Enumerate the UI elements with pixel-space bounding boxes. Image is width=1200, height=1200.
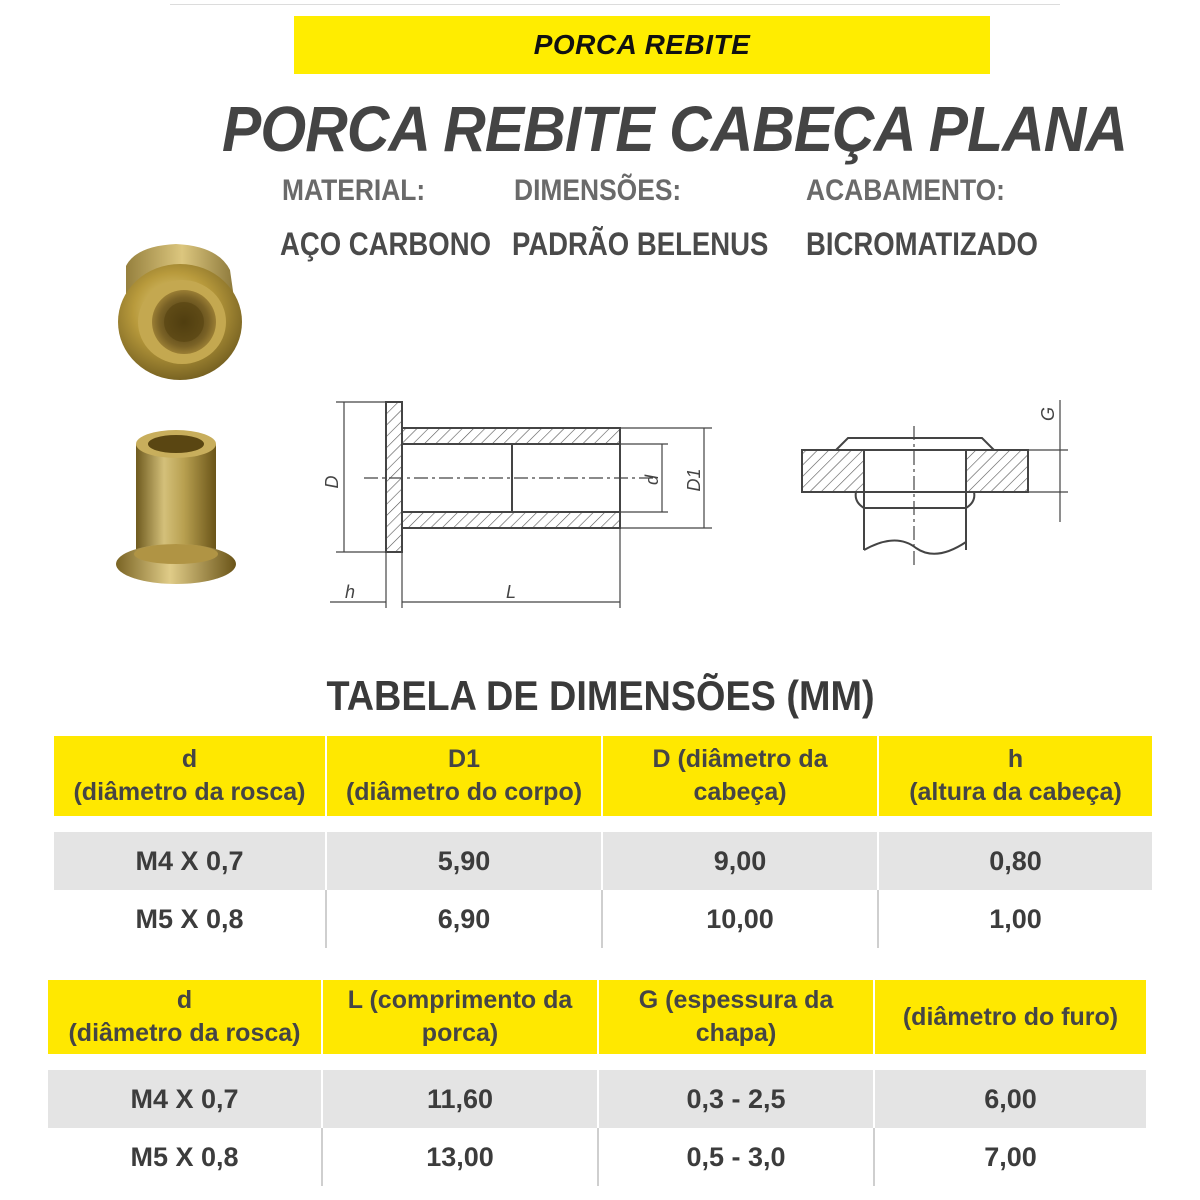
category-banner: [294, 16, 990, 74]
table1-header-body-diameter: D1 (diâmetro do corpo): [326, 736, 602, 816]
table2-header-row: [48, 980, 1146, 1054]
cross-section-drawing: [316, 382, 726, 618]
spec-material-value: AÇO CARBONO: [280, 226, 491, 262]
table-cell: 5,90: [326, 832, 602, 890]
table-cell: 6,00: [874, 1070, 1146, 1128]
table-row: [54, 890, 1152, 948]
rivet-nut-top-photo: [96, 236, 256, 386]
table1-header-thread: d (diâmetro da rosca): [54, 736, 326, 816]
table-row: [48, 1128, 1146, 1186]
table-cell: 7,00: [874, 1128, 1146, 1186]
spec-finish-value: BICROMATIZADO: [806, 226, 1038, 262]
table-cell: 6,90: [326, 890, 602, 948]
table2-header-length: L (comprimento da porca): [322, 980, 598, 1054]
table-cell: 10,00: [602, 890, 878, 948]
table-cell: 11,60: [322, 1070, 598, 1128]
top-divider: [170, 4, 1060, 5]
table-cell: 1,00: [878, 890, 1152, 948]
table2-header-hole-diameter: (diâmetro do furo): [874, 980, 1146, 1054]
table-cell: 9,00: [602, 832, 878, 890]
table-cell: 0,3 - 2,5: [598, 1070, 874, 1128]
table-cell: 13,00: [322, 1128, 598, 1186]
table-cell: M4 X 0,7: [48, 1070, 322, 1128]
installed-view-drawing: [796, 392, 1086, 572]
label-G: G: [1038, 406, 1058, 422]
table-row: [48, 1070, 1146, 1128]
banner-label: PORCA REBITE: [533, 29, 751, 60]
spec-material-label: MATERIAL:: [282, 174, 426, 207]
table-cell: 0,5 - 3,0: [598, 1128, 874, 1186]
table1-header-row: [54, 736, 1152, 816]
dimensions-table-1: [54, 736, 1152, 948]
product-title: PORCA REBITE CABEÇA PLANA: [222, 93, 1127, 165]
label-D1: D1: [684, 468, 704, 492]
label-D: D: [322, 475, 342, 489]
label-L: L: [505, 582, 517, 602]
table-cell: M4 X 0,7: [54, 832, 326, 890]
table1-header-head-height: h (altura da cabeça): [878, 736, 1152, 816]
table2-header-thread: d (diâmetro da rosca): [48, 980, 322, 1054]
table1-header-head-diameter: D (diâmetro da cabeça): [602, 736, 878, 816]
table-cell: 0,80: [878, 832, 1152, 890]
table-title: TABELA DE DIMENSÕES (MM): [325, 672, 875, 719]
spec-dimensions-label: DIMENSÕES:: [514, 174, 682, 207]
table-cell: M5 X 0,8: [48, 1128, 322, 1186]
spec-dimensions-value: PADRÃO BELENUS: [512, 226, 769, 262]
label-h: h: [344, 582, 356, 602]
table2-header-sheet-thickness: G (espessura da chapa): [598, 980, 874, 1054]
rivet-nut-side-photo: [112, 424, 242, 590]
dimensions-table-2: [48, 980, 1146, 1186]
table-row: [54, 832, 1152, 890]
table-cell: M5 X 0,8: [54, 890, 326, 948]
label-d: d: [642, 474, 662, 486]
spec-finish-label: ACABAMENTO:: [806, 174, 1005, 207]
